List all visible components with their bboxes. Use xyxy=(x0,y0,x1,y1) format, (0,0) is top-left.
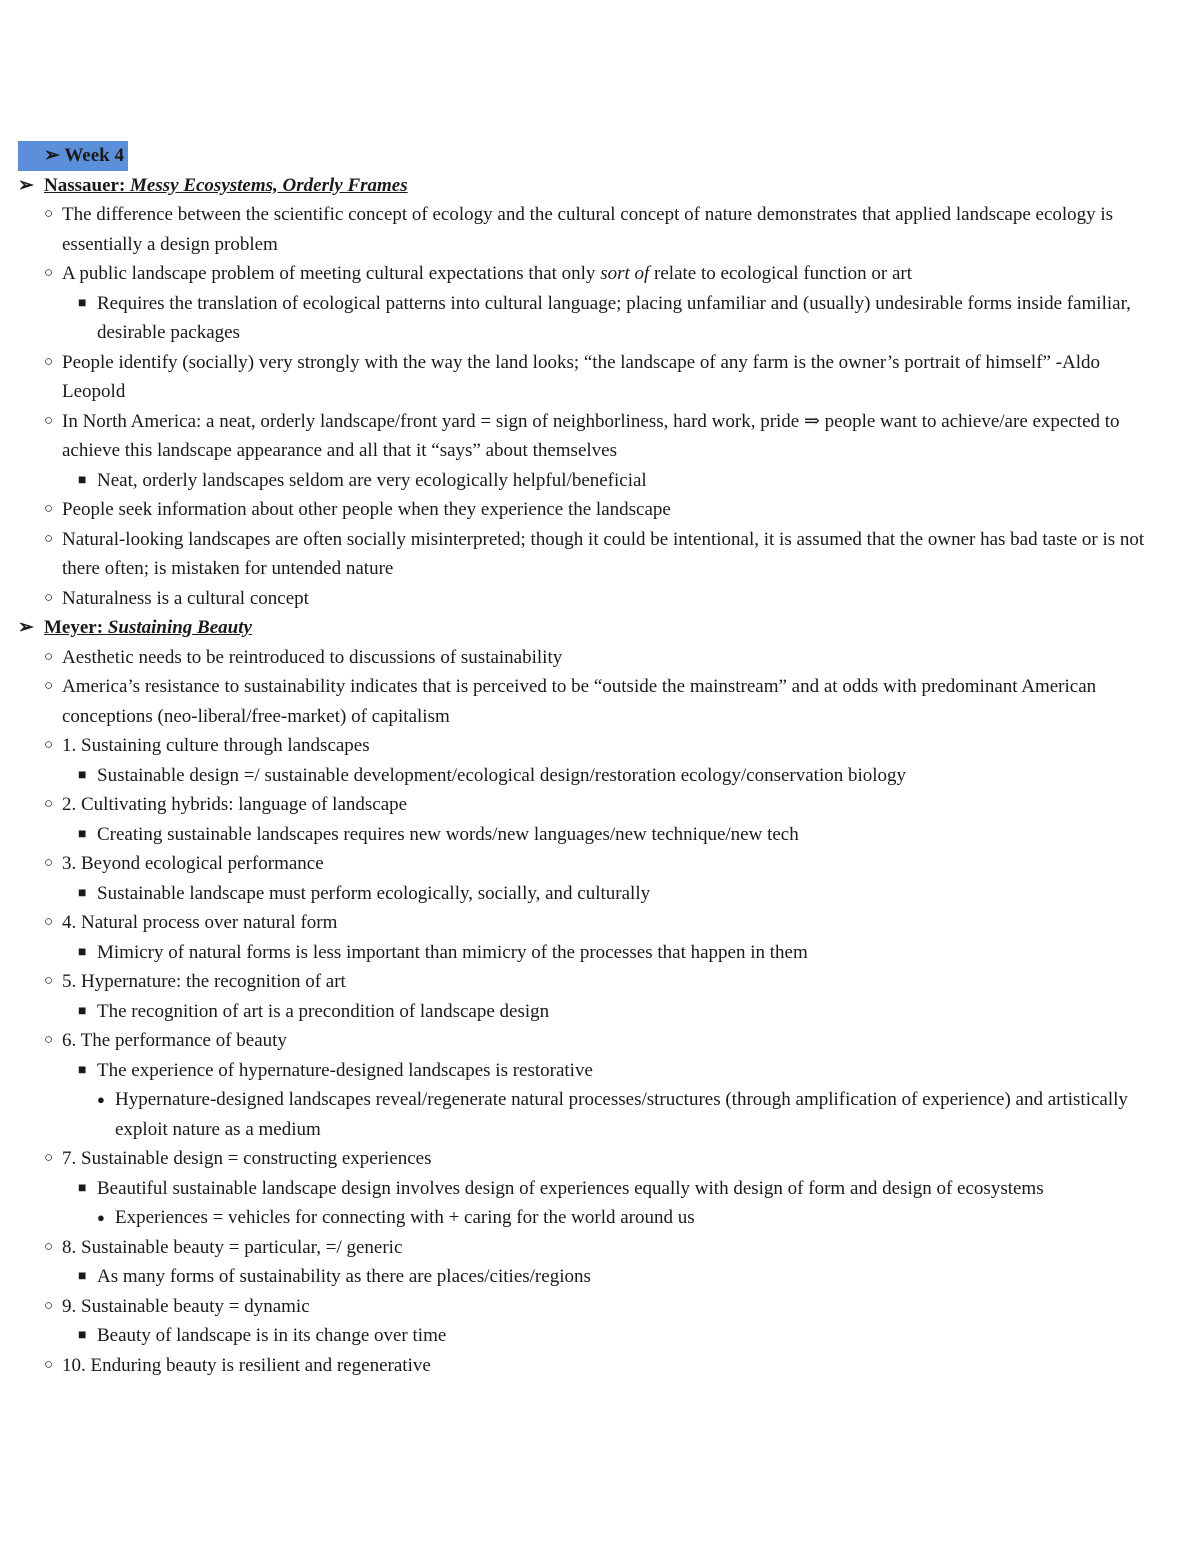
sub-list-item xyxy=(0,820,1200,850)
square-bullet-icon: ■ xyxy=(78,295,87,311)
item-text-italic: sort of xyxy=(600,263,650,284)
hollow-circle-bullet-icon: ○ xyxy=(44,855,54,871)
list-item xyxy=(0,1351,1200,1381)
item-text: The recognition of art is a precondition of landscape design xyxy=(97,1000,550,1022)
square-bullet-icon: ■ xyxy=(78,1269,87,1284)
section-heading xyxy=(0,171,1200,201)
item-text: 2. Cultivating hybrids: language of landscape xyxy=(62,794,408,815)
item-text: 1. Sustaining culture through landscapes xyxy=(62,735,370,756)
item-text: Sustainable design =/ sustainable development/ecological design/restoration ecology/conservation biology xyxy=(97,764,907,786)
item-text: A public landscape problem of meeting cultural expectations that only xyxy=(62,263,601,284)
list-item xyxy=(0,200,1200,259)
list-item xyxy=(0,1026,1200,1056)
week-heading xyxy=(0,141,1200,171)
hollow-circle-bullet-icon: ○ xyxy=(44,678,54,694)
list-item xyxy=(0,849,1200,879)
list-item xyxy=(0,731,1200,761)
list-item xyxy=(0,1144,1200,1174)
filled-circle-bullet-icon: ● xyxy=(97,1092,105,1107)
hollow-circle-bullet-icon: ○ xyxy=(44,412,54,429)
sub-list-item xyxy=(0,466,1200,496)
square-bullet-icon: ■ xyxy=(78,885,87,901)
hollow-circle-bullet-icon: ○ xyxy=(44,1032,54,1048)
sub-list-item xyxy=(0,997,1200,1027)
hollow-circle-bullet-icon: ○ xyxy=(44,973,54,989)
hollow-circle-bullet-icon: ○ xyxy=(44,796,54,812)
hollow-circle-bullet-icon: ○ xyxy=(44,265,54,281)
sub-list-item xyxy=(0,1085,1200,1144)
sub-list-item xyxy=(0,938,1200,968)
item-text: In North America: a neat, orderly landscape/front yard = sign of neighborliness, hard work, pride ⇒ people want to achieve/are expected to achieve this landscape appearance and all that it “says” about themselves xyxy=(62,410,1120,461)
item-text: 8. Sustainable beauty = particular, =/ generic xyxy=(62,1236,403,1258)
item-text: Beauty of landscape is in its change over time xyxy=(97,1325,447,1346)
hollow-circle-bullet-icon: ○ xyxy=(44,589,54,606)
list-item xyxy=(0,1292,1200,1322)
list-item xyxy=(0,348,1200,407)
square-bullet-icon: ■ xyxy=(78,1328,87,1343)
hollow-circle-bullet-icon: ○ xyxy=(44,206,54,222)
list-item xyxy=(0,672,1200,731)
sub-list-item xyxy=(0,1321,1200,1351)
hollow-circle-bullet-icon: ○ xyxy=(44,1297,54,1314)
item-text: People identify (socially) very strongly with the way the land looks; “the landscape of any farm is the owner’s portrait of himself” -Aldo Leopold xyxy=(62,351,1101,402)
week-label: Week 4 xyxy=(64,145,124,166)
item-text: Aesthetic needs to be reintroduced to discussions of sustainability xyxy=(62,646,563,668)
list-item xyxy=(0,643,1200,673)
square-bullet-icon: ■ xyxy=(78,472,87,488)
sub-list-item xyxy=(0,1203,1200,1233)
item-text: Naturalness is a cultural concept xyxy=(62,587,309,609)
arrow-bullet-icon: ➢ xyxy=(44,145,60,166)
section-heading xyxy=(0,613,1200,643)
square-bullet-icon: ■ xyxy=(78,944,87,960)
sub-list-item xyxy=(0,1262,1200,1292)
hollow-circle-bullet-icon: ○ xyxy=(44,353,54,370)
item-text: 3. Beyond ecological performance xyxy=(62,853,324,874)
hollow-circle-bullet-icon: ○ xyxy=(44,530,54,547)
hollow-circle-bullet-icon: ○ xyxy=(44,914,54,930)
sub-list-item xyxy=(0,1174,1200,1204)
section-author: Meyer: xyxy=(44,617,104,638)
section-author: Nassauer: xyxy=(44,174,126,196)
square-bullet-icon: ■ xyxy=(78,767,87,783)
item-text: 10. Enduring beauty is resilient and regenerative xyxy=(62,1354,431,1376)
item-text: Natural-looking landscapes are often socially misinterpreted; though it could be intentional, it is assumed that the owner has bad taste or is not there often; is mistaken for untended nature xyxy=(62,528,1145,579)
reading-title: Messy Ecosystems, Orderly Frames xyxy=(130,174,408,196)
list-item xyxy=(0,495,1200,525)
item-text: Neat, orderly landscapes seldom are very ecologically helpful/beneficial xyxy=(97,469,647,491)
notes-outline xyxy=(0,171,1200,1381)
item-text: America’s resistance to sustainability indicates that is perceived to be “outside the mainstream” and at odds with predominant American conceptions (neo-liberal/free-market) of capitalism xyxy=(62,676,1097,727)
item-text: Mimicry of natural forms is less important than mimicry of the processes that happen in them xyxy=(97,941,808,963)
item-text: relate to ecological function or art xyxy=(649,263,913,284)
item-text: Creating sustainable landscapes requires new words/new languages/new technique/new tech xyxy=(97,823,799,845)
section-title xyxy=(44,617,252,638)
item-text: Beautiful sustainable landscape design involves design of experiences equally with design of form and design of ecosystems xyxy=(97,1177,1044,1199)
sub-list-item xyxy=(0,1056,1200,1086)
hollow-circle-bullet-icon: ○ xyxy=(44,1356,54,1373)
square-bullet-icon: ■ xyxy=(78,1062,87,1078)
item-text: Hypernature-designed landscapes reveal/regenerate natural processes/structures (through amplification of experience) and artistically exploit nature as a medium xyxy=(115,1089,1128,1140)
hollow-circle-bullet-icon: ○ xyxy=(44,1150,54,1166)
list-item xyxy=(0,584,1200,614)
item-text: As many forms of sustainability as there are places/cities/regions xyxy=(97,1266,591,1287)
arrow-bullet-icon: ➢ xyxy=(18,617,34,638)
list-item xyxy=(0,1233,1200,1263)
list-item xyxy=(0,407,1200,466)
hollow-circle-bullet-icon: ○ xyxy=(44,1238,54,1255)
item-text: 4. Natural process over natural form xyxy=(62,912,338,933)
list-item xyxy=(0,790,1200,820)
item-text: The experience of hypernature-designed landscapes is restorative xyxy=(97,1059,593,1081)
sub-list-item xyxy=(0,761,1200,791)
item-text: 6. The performance of beauty xyxy=(62,1030,287,1051)
list-item xyxy=(0,908,1200,938)
hollow-circle-bullet-icon: ○ xyxy=(44,737,54,753)
square-bullet-icon: ■ xyxy=(78,1003,87,1019)
item-text: Sustainable landscape must perform ecologically, socially, and culturally xyxy=(97,882,651,904)
item-text: 9. Sustainable beauty = dynamic xyxy=(62,1295,310,1317)
sub-list-item xyxy=(0,289,1200,348)
list-item xyxy=(0,525,1200,584)
sub-list-item xyxy=(0,879,1200,909)
item-text: People seek information about other people when they experience the landscape xyxy=(62,499,671,520)
filled-circle-bullet-icon: ● xyxy=(97,1210,105,1225)
hollow-circle-bullet-icon: ○ xyxy=(44,501,54,517)
item-text: The difference between the scientific concept of ecology and the cultural concept of nature demonstrates that applied landscape ecology is essentially a design problem xyxy=(62,204,1114,255)
list-item xyxy=(0,259,1200,289)
section-title xyxy=(44,175,408,196)
arrow-bullet-icon: ➢ xyxy=(18,174,34,196)
square-bullet-icon: ■ xyxy=(78,826,87,842)
list-item xyxy=(0,967,1200,997)
reading-title: Sustaining Beauty xyxy=(107,617,252,638)
item-text: 5. Hypernature: the recognition of art xyxy=(62,971,346,992)
square-bullet-icon: ■ xyxy=(78,1180,87,1196)
item-text: Requires the translation of ecological patterns into cultural language; placing unfamiliar and (usually) undesirable forms inside familiar, desirable packages xyxy=(97,292,1131,343)
item-text: Experiences = vehicles for connecting with + caring for the world around us xyxy=(115,1207,695,1228)
item-text: 7. Sustainable design = constructing experiences xyxy=(62,1148,432,1169)
hollow-circle-bullet-icon: ○ xyxy=(44,648,54,665)
